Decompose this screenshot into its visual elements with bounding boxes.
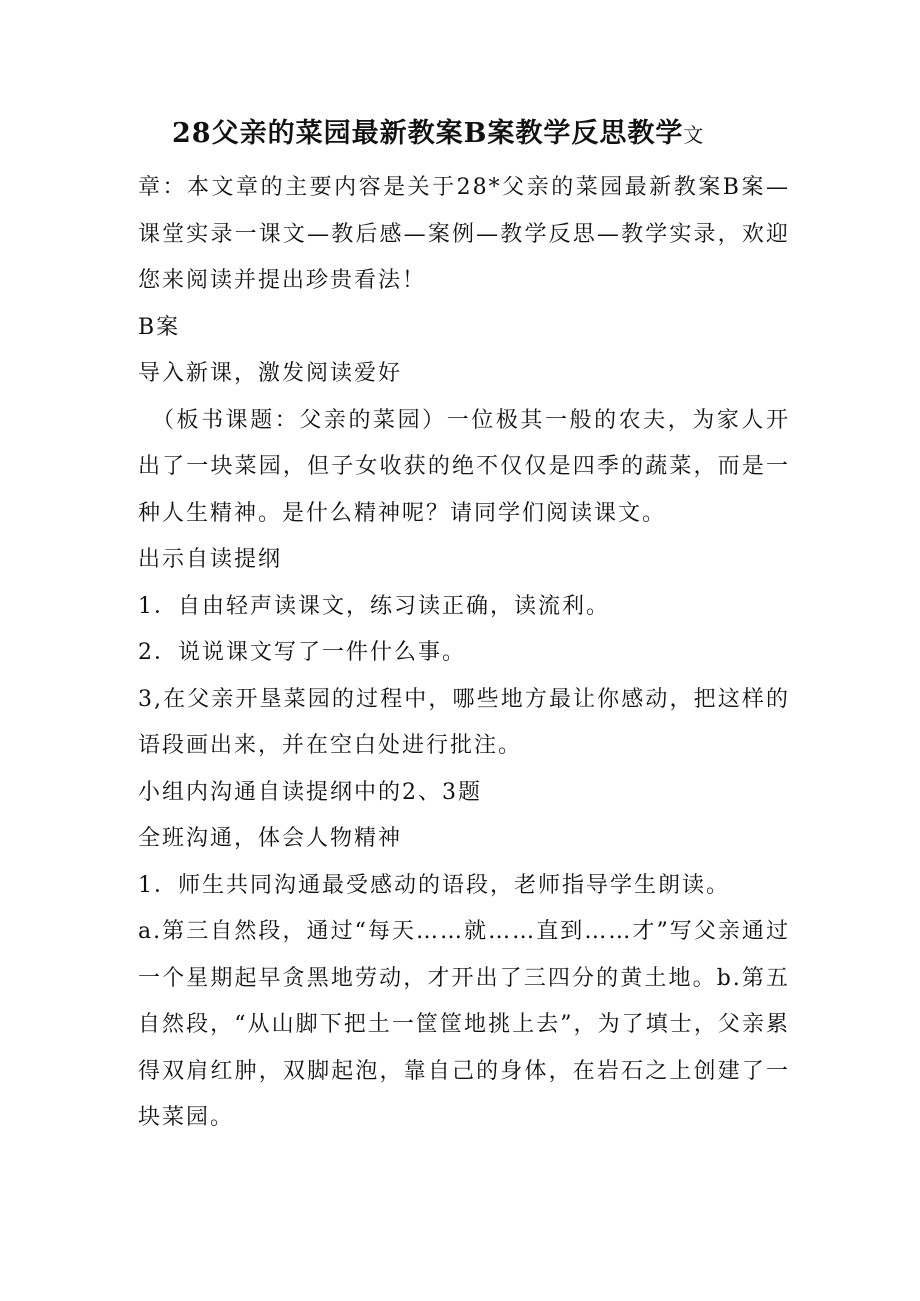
outline-item-3: 3,在父亲开垦菜园的过程中，哪些地方最让你感动，把这样的语段画出来，并在空白处进行批注。 xyxy=(138,686,790,758)
heading-intro-lesson: 导入新课，激发阅读爱好 xyxy=(138,361,403,386)
heading-reading-outline: 出示自读提纲 xyxy=(138,547,283,572)
title-text: 28父亲的菜园最新教案B案教学反思教学 xyxy=(172,118,684,149)
outline-item-1: 1．自由轻声读课文，练习读正确，读流利。 xyxy=(138,593,610,619)
outline-item-2: 2．说说课文写了一件什么事。 xyxy=(138,640,466,665)
intro-paragraph: 章：本文章的主要内容是关于28*父亲的菜园最新教案B案—课堂实录一课文—教后感—案例—教学反思—教学实录，欢迎您来阅读并提出珍贵看法！ xyxy=(138,175,790,293)
discussion-item-1: 1．师生共同沟通最受感动的语段，老师指导学生朗读。 xyxy=(138,872,730,898)
paragraph-analysis: a.第三自然段，通过“每天……就……直到……才”写父亲通过一个星期起早贪黑地劳动，才开出了三四分的黄土地。b.第五自然段，“从山脚下把土一筐筐地挑上去”，为了填士，父亲累得双肩红肿，双脚起泡，靠自己的身体，在岩石之上创建了一块菜园。 xyxy=(138,919,790,1130)
title-tail-text: 文 xyxy=(683,123,705,147)
section-label-b: B案 xyxy=(138,314,181,340)
board-title-paragraph: （板书课题：父亲的菜园）一位极其一般的农夫，为家人开出了一块菜园，但子女收获的绝不仅仅是四季的蔬菜，而是一种人生精神。是什么精神呢？请同学们阅读课文。 xyxy=(138,407,790,526)
heading-class-discussion: 全班沟通，体会人物精神 xyxy=(138,826,403,851)
heading-group-discussion: 小组内沟通自读提纲中的2、3题 xyxy=(138,779,482,805)
document-title xyxy=(138,110,790,159)
